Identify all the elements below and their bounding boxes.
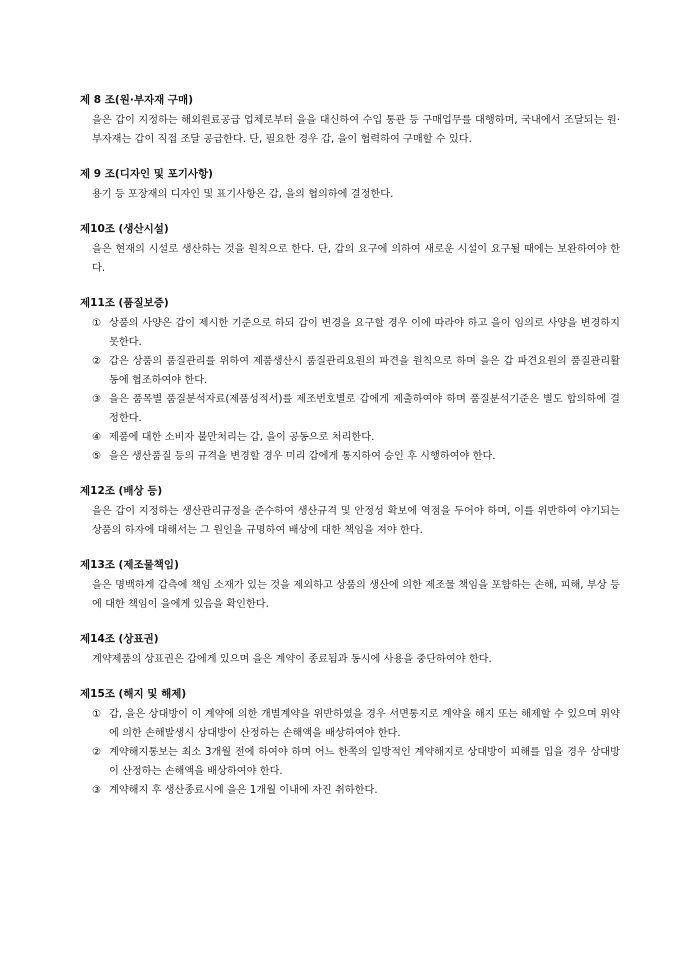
article-text: 을은 명백하게 갑측에 책임 소재가 있는 것을 제외하고 상품의 생산에 의한 제조물 책임을 포함하는 손해, 피해, 부상 등에 대한 책임이 을에게 있음을 확인한다.	[92, 580, 620, 610]
article-text: 을은 갑이 지정하는 해외원료공급 업체로부터 을을 대신하여 수입 통관 등 구매업무를 대행하며, 국내에서 조달되는 원·부자재는 갑이 직접 조달 공급한다. 단, 필요한 경우 갑, 을이 협력하여 구매할 수 있다.	[92, 115, 620, 145]
list-item	[92, 390, 620, 428]
list-item	[92, 705, 620, 743]
list-item	[92, 447, 620, 466]
article-heading: 제13조 (제조물책임)	[80, 559, 179, 571]
article-text: 계약제품의 상표권은 갑에게 있으며 을은 계약이 종료됨과 동시에 사용을 중단하여야 한다.	[92, 654, 492, 665]
clause-number: ①	[92, 318, 102, 329]
article-text: 용기 등 포장재의 디자인 및 표기사항은 갑, 을의 협의하에 결정한다.	[92, 189, 394, 200]
article-heading: 제14조 (상표권)	[80, 633, 159, 645]
clause-text: 상품의 사양은 갑이 제시한 기준으로 하되 갑이 변경을 요구할 경우 이에 따라야 하고 을이 임의로 사양을 변경하지 못한다.	[109, 318, 620, 348]
list-item	[92, 781, 620, 800]
list-item	[92, 352, 620, 390]
article-text: 을은 갑이 지정하는 생산관리규정을 준수하여 생산규격 및 안정성 확보에 역점을 두어야 하며, 이를 위반하여 야기되는 상품의 하자에 대해서는 그 원인을 규명하여 배상에 대한 책임을 져야 한다.	[92, 506, 620, 536]
clause-text: 계약해지통보는 최소 3개월 전에 하여야 하며 어느 한쪽의 일방적인 계약해지로 상대방이 피해를 입을 경우 상대방이 산정하는 손해액을 배상하여야 한다.	[109, 747, 620, 777]
clause-text: 제품에 대한 소비자 불만처리는 갑, 을이 공동으로 처리한다.	[109, 432, 375, 443]
list-item	[92, 428, 620, 447]
article-15	[80, 686, 620, 800]
clause-list	[92, 705, 620, 800]
clause-text: 을은 생산품질 등의 규격을 변경할 경우 미리 갑에게 통지하여 승인 후 시행하여야 한다.	[109, 451, 496, 462]
article-14	[80, 631, 620, 669]
clause-text: 을은 품목별 품질분석자료(제품성적서)를 제조번호별로 갑에게 제출하여야 하며 품질분석기준은 별도 합의하에 결정한다.	[109, 394, 620, 424]
clause-number: ③	[92, 394, 102, 405]
article-heading: 제 8 조(원·부자재 구매)	[80, 94, 194, 106]
article-13	[80, 557, 620, 614]
article-heading: 제10조 (생산시설)	[80, 223, 169, 235]
clause-number: ①	[92, 709, 102, 720]
article-heading: 제12조 (배상 등)	[80, 485, 163, 497]
article-9	[80, 166, 620, 204]
clause-number: ②	[92, 356, 102, 367]
article-heading: 제11조 (품질보증)	[80, 297, 169, 309]
article-text: 을은 현재의 시설로 생산하는 것을 원칙으로 한다. 단, 갑의 요구에 의하여 새로운 시설이 요구될 때에는 보완하여야 한다.	[92, 244, 620, 274]
list-item	[92, 314, 620, 352]
article-8	[80, 92, 620, 149]
clause-text: 갑은 상품의 품질관리를 위하여 제품생산시 품질관리요원의 파견을 원칙으로 하며 을은 갑 파견요원의 품질관리활동에 협조하여야 한다.	[109, 356, 620, 386]
list-item	[92, 743, 620, 781]
clause-number: ②	[92, 747, 102, 758]
clause-text: 갑, 을은 상대방이 이 계약에 의한 개별계약을 위반하였을 경우 서면통지로 계약을 해지 또는 해제할 수 있으며 위약에 의한 손해발생시 상대방이 산정하는 손해액을 배상하여야 한다.	[109, 709, 620, 739]
article-10	[80, 221, 620, 278]
article-11	[80, 295, 620, 466]
article-heading: 제15조 (해지 및 해제)	[80, 688, 187, 700]
clause-number: ⑤	[92, 451, 102, 462]
clause-text: 계약해지 후 생산종료시에 을은 1개월 이내에 자진 취하한다.	[109, 785, 378, 796]
article-12	[80, 483, 620, 540]
clause-number: ④	[92, 432, 102, 443]
clause-number: ③	[92, 785, 102, 796]
article-heading: 제 9 조(디자인 및 포기사항)	[80, 168, 213, 180]
clause-list	[92, 314, 620, 466]
